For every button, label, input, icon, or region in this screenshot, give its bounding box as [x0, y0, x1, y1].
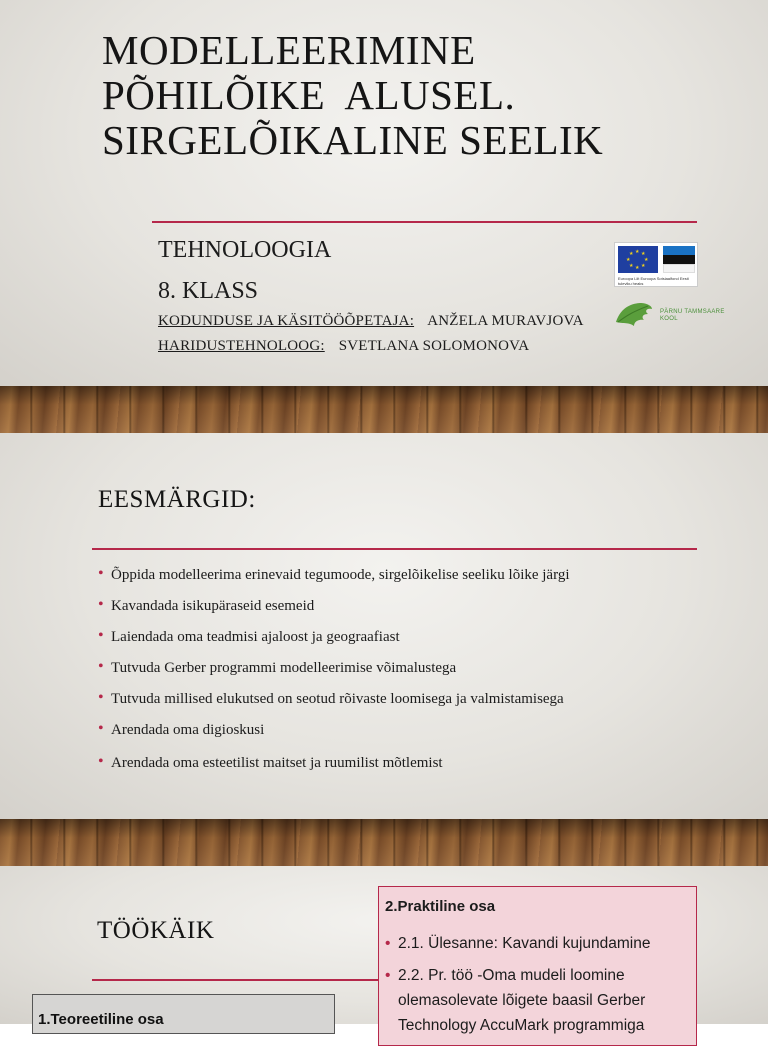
credit-teacher: [158, 313, 584, 330]
workflow-slide: [0, 866, 768, 1034]
title-slide: [0, 0, 768, 386]
wood-floor-divider: [0, 819, 768, 866]
wood-floor-divider: [0, 386, 768, 433]
practical-box: [378, 886, 697, 1046]
eu-funding-logo: [614, 242, 698, 287]
subject-label: TEHNOLOOGIA: [158, 237, 332, 263]
list-item: • Kavandada isikupäraseid esemeid: [98, 598, 698, 629]
goals-slide: [0, 433, 768, 819]
logo-caption: Euroopa Liit Euroopa Sotsiaalfond Eesti tuleviku heaks: [618, 276, 689, 286]
estonia-flag-icon: [663, 246, 695, 273]
title-line-1: MODELLEERIMINE: [102, 27, 476, 73]
list-item: • Arendada oma esteetilist maitset ja ruumilist mõtlemist: [98, 755, 698, 786]
credit-technologist: [158, 338, 529, 355]
credit-label: KODUNDUSE JA KÄSITÖÖÕPETAJA:: [158, 313, 415, 329]
theory-box-title: 1.Teoreetiline osa: [38, 1011, 164, 1028]
credit-name: ANŽELA MURAVJOVA: [427, 313, 584, 329]
practical-box-title: 2.Praktiline osa: [385, 898, 496, 915]
list-item: • Tutvuda millised elukutsed on seotud rõivaste loomisega ja valmistamisega: [98, 691, 698, 722]
title-divider: [152, 221, 697, 223]
credit-name: SVETLANA SOLOMONOVA: [338, 338, 530, 354]
list-item: • Tutvuda Gerber programmi modelleerimise võimalustega: [98, 660, 698, 691]
practical-list: [385, 931, 690, 1045]
list-item: • Õppida modelleerima erinevaid tegumoode, sirgelõikelise seeliku lõike järgi: [98, 567, 698, 598]
eu-flag-icon: ★ ★ ★ ★ ★ ★ ★ ★: [618, 246, 658, 273]
slide-title: [102, 28, 722, 163]
workflow-divider: [92, 979, 382, 981]
goals-list: [98, 567, 698, 786]
title-line-3: SIRGELÕIKALINE SEELIK: [102, 117, 604, 163]
grade-label: 8. KLASS: [158, 278, 259, 304]
list-item: • 2.1. Ülesanne: Kavandi kujundamine: [385, 931, 690, 956]
oak-leaf-icon: [614, 300, 654, 328]
list-item: • Laiendada oma teadmisi ajaloost ja geograafiast: [98, 629, 698, 660]
title-line-2: PÕHILÕIKE ALUSEL.: [102, 72, 516, 118]
workflow-heading: TÖÖKÄIK: [97, 917, 215, 944]
credit-label: HARIDUSTEHNOLOOG:: [158, 338, 325, 354]
goals-heading: EESMÄRGID:: [98, 486, 256, 513]
list-item: • Arendada oma digioskusi: [98, 722, 698, 755]
list-item: • 2.2. Pr. töö -Oma mudeli loomine olemasolevate lõigete baasil Gerber Technology AccuMark programmiga: [385, 963, 690, 1038]
goals-divider: [92, 548, 697, 550]
theory-box: [32, 994, 335, 1034]
school-logo-text: PÄRNU TAMMSAARE KOOL: [660, 309, 725, 322]
